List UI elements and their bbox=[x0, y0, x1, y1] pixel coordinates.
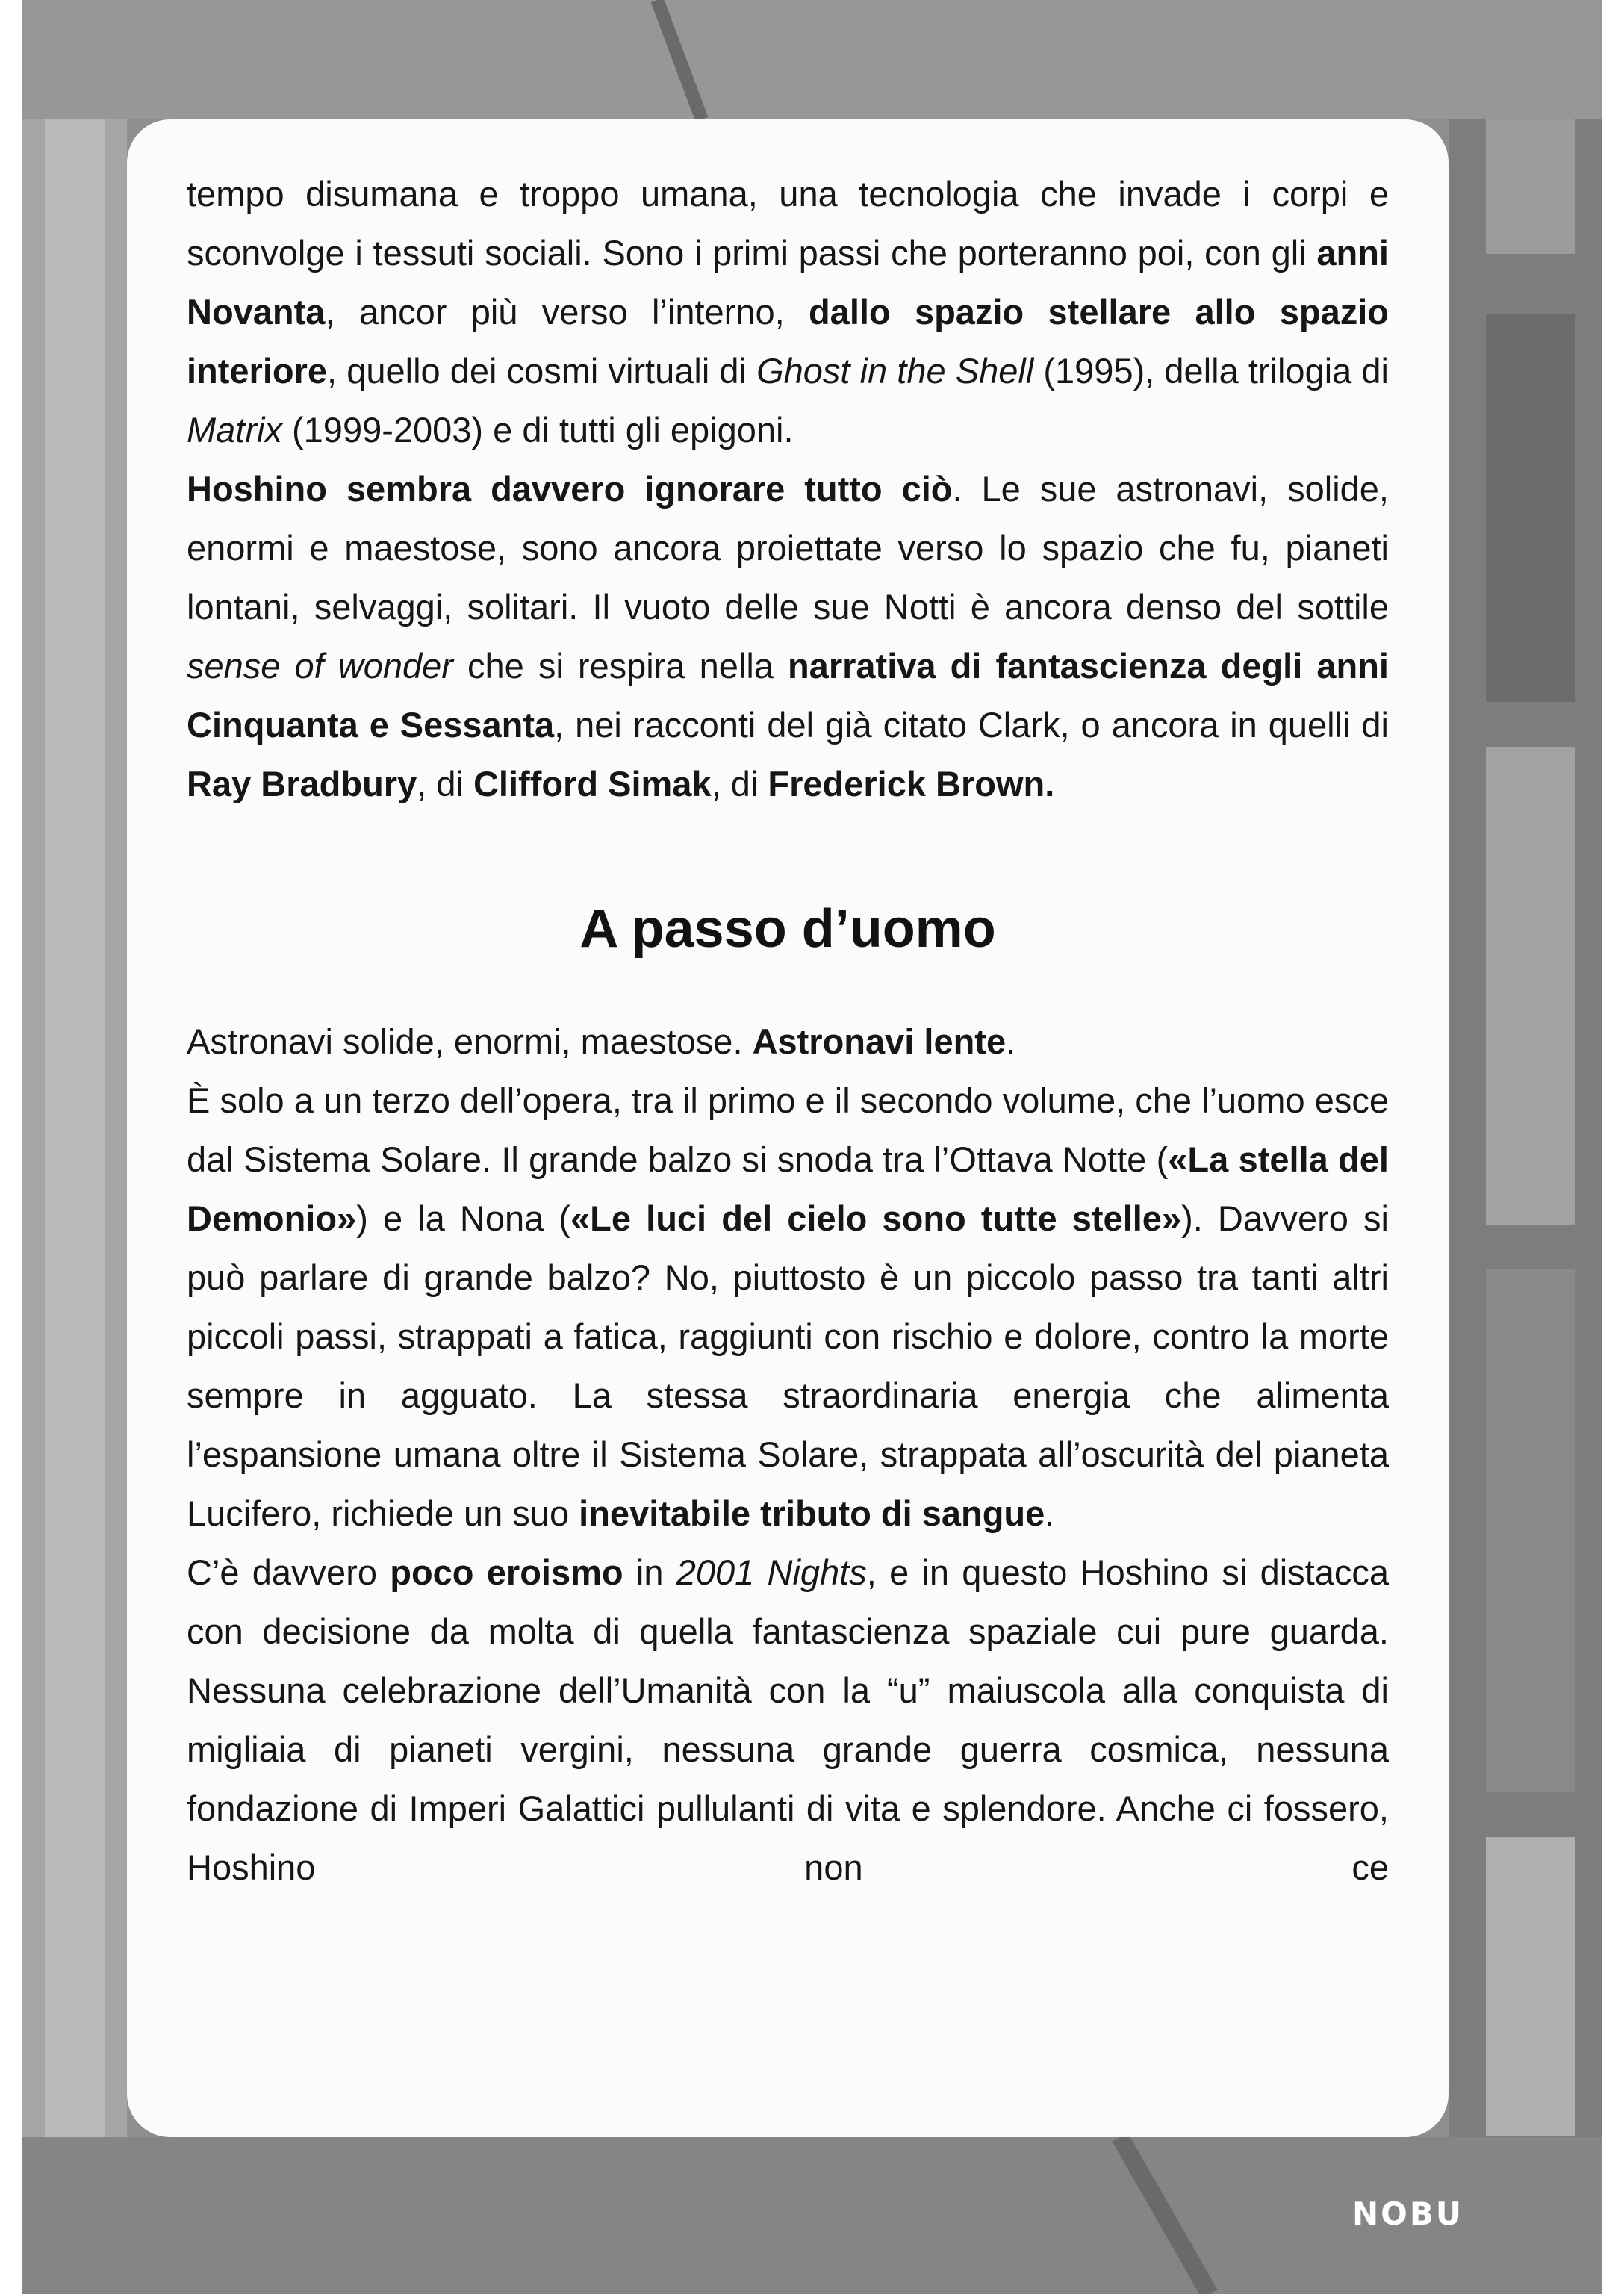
text-run: dallo spazio stellare allo spazio interiore bbox=[187, 292, 1390, 391]
section-text bbox=[187, 1012, 1389, 1897]
paragraph bbox=[187, 1012, 1389, 1071]
nobu-watermark: NOBU bbox=[1352, 2195, 1463, 2232]
text-run: , e in questo Hoshino si distacca con decisione da molta di quella fantascienza spaziale cui pure guarda. Nessuna celebrazione dell’Umanità con la “u” maiuscola alla conquista di migliaia di pianeti vergini, nessuna grande guerra cosmica, nessuna fondazione di Imperi Galattici pullulanti di vita e splendore. Anche ci fossero, Hoshino non ce bbox=[187, 1552, 1389, 1887]
text-run: , ancor più verso l’interno, bbox=[325, 292, 809, 332]
text-run: narrativa di fantascienza degli anni Cinquanta e Sessanta bbox=[187, 646, 1389, 745]
text-run: . Le sue astronavi, solide, enormi e maestose, sono ancora proiettate verso lo spazio che fu, pianeti lontani, selvaggi, solitari. Il vuoto delle sue Notti è ancora denso del sottile bbox=[187, 469, 1389, 627]
text-run: È solo a un terzo dell’opera, tra il primo e il secondo volume, che l’uomo esce dal Sistema Solare. Il grande balzo si snoda tra l’Ottava Notte ( bbox=[187, 1081, 1389, 1179]
text-run: Frederick Brown. bbox=[768, 764, 1055, 803]
text-run: , nei racconti del già citato Clark, o ancora in quelli di bbox=[554, 705, 1389, 745]
text-run: Ray Bradbury bbox=[187, 764, 417, 803]
text-run: 2001 Nights bbox=[676, 1552, 867, 1592]
section-heading: A passo d’uomo bbox=[579, 899, 996, 959]
text-run: Hoshino sembra davvero ignorare tutto ciò bbox=[187, 469, 953, 509]
text-run: , di bbox=[417, 764, 473, 803]
intro-text bbox=[187, 164, 1389, 813]
text-run: Astronavi solide, enormi, maestose. bbox=[187, 1022, 753, 1061]
text-run: Clifford Simak bbox=[473, 764, 712, 803]
text-run: «La stella del Demonio» bbox=[187, 1140, 1389, 1238]
text-run: ). Davvero si può parlare di grande balzo? No, piuttosto è un piccolo passo tra tanti altri piccoli passi, strappati a fatica, raggiunti con rischio e dolore, contro la morte sempre in agguato. La stessa straordinaria energia che alimenta l’espansione umana oltre il Sistema Solare, strappata all’oscurità del pianeta Lucifero, richiede un suo bbox=[187, 1199, 1389, 1533]
text-run: C’è davvero bbox=[187, 1552, 391, 1592]
text-run: Ghost in the Shell bbox=[756, 351, 1034, 391]
paragraph bbox=[187, 1543, 1389, 1897]
text-run: ) e la Nona ( bbox=[356, 1199, 571, 1238]
text-run: . bbox=[1045, 1493, 1055, 1533]
text-run: Matrix bbox=[187, 410, 282, 450]
paragraph bbox=[187, 459, 1389, 813]
text-run: . bbox=[1006, 1022, 1016, 1061]
text-run: in bbox=[623, 1552, 676, 1592]
paragraph bbox=[187, 1071, 1389, 1543]
text-run: sense of wonder bbox=[187, 646, 453, 686]
text-panel bbox=[127, 119, 1449, 2137]
text-run: che si respira nella bbox=[452, 646, 788, 686]
text-run: tempo disumana e troppo umana, una tecnologia che invade i corpi e sconvolge i tessuti sociali. Sono i primi passi che porteranno poi, con gli bbox=[187, 174, 1389, 273]
text-run: Astronavi lente bbox=[752, 1022, 1007, 1061]
text-run: inevitabile tributo di sangue bbox=[579, 1493, 1045, 1533]
text-run: (1995), della trilogia di bbox=[1033, 351, 1389, 391]
text-run: (1999-2003) e di tutti gli epigoni. bbox=[281, 410, 794, 450]
text-run: , di bbox=[711, 764, 768, 803]
paragraph bbox=[187, 164, 1389, 459]
text-run: , quello dei cosmi virtuali di bbox=[327, 351, 757, 391]
text-run: anni Novanta bbox=[187, 233, 1389, 332]
text-run: poco eroismo bbox=[390, 1552, 623, 1592]
text-run: «Le luci del cielo sono tutte stelle» bbox=[570, 1199, 1182, 1238]
